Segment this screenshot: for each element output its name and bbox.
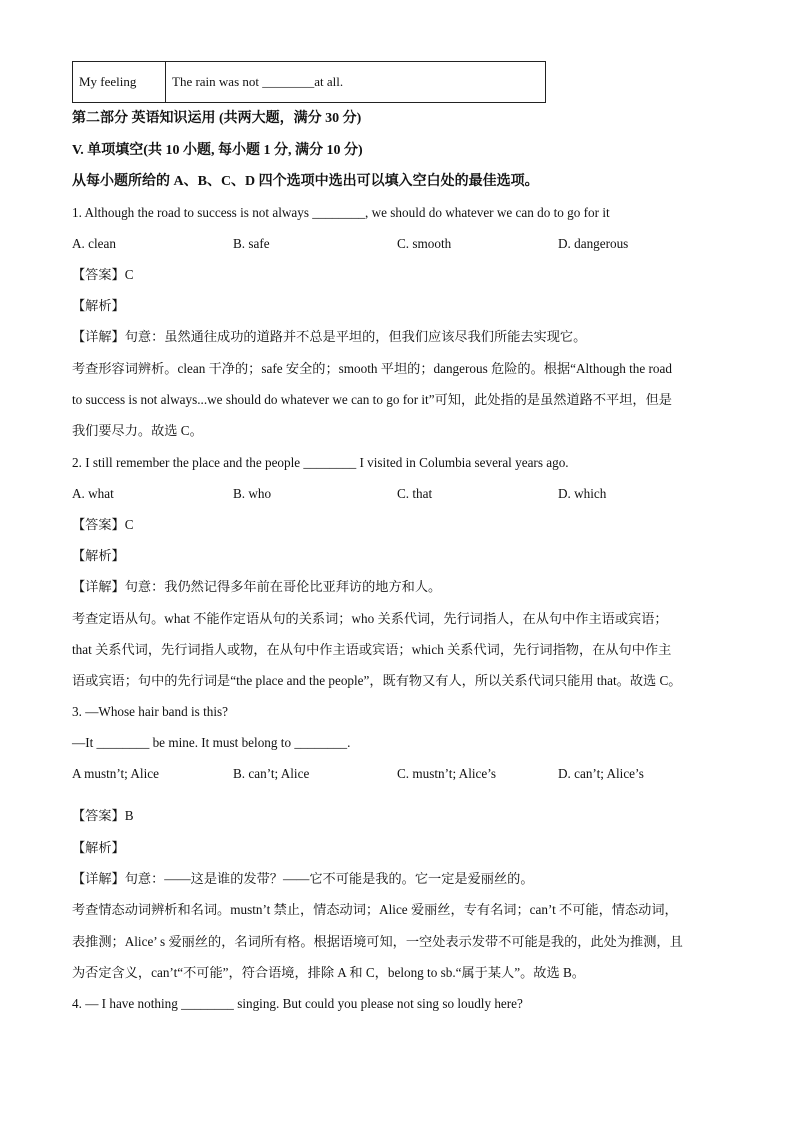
question-3-analysis-label: 【解析】: [72, 840, 125, 855]
question-1-option-b: B. safe: [233, 236, 270, 251]
question-1-option-d: D. dangerous: [558, 236, 629, 251]
question-2-stem: 2. I still remember the place and the people ________ I visited in Columbia several years ago.: [72, 455, 569, 470]
question-2-option-b: B. who: [233, 486, 272, 501]
table-row: [73, 62, 546, 103]
question-3-answer: 【答案】B: [72, 808, 134, 823]
table-content-cell: The rain was not ________at all.: [166, 62, 546, 103]
question-2-detail-line: 【详解】句意：我仍然记得多年前在哥伦比亚拜访的地方和人。: [72, 579, 442, 594]
question-1-detail-line: 我们要尽力。故选 C。: [72, 423, 203, 438]
question-1-detail-line: to success is not always...we should do whatever we can to go for it”可知，此处指的是虽然道路不平坦，但是: [72, 392, 672, 407]
question-1-detail-line: 【详解】句意：虽然通往成功的道路并不总是平坦的，但我们应该尽我们所能去实现它。: [72, 329, 587, 344]
question-2-option-a: A. what: [72, 486, 114, 501]
question-2-option-d: D. which: [558, 486, 607, 501]
question-2-analysis-label: 【解析】: [72, 548, 125, 563]
question-1-answer: 【答案】C: [72, 267, 134, 282]
question-2-detail-line: 考查定语从句。what 不能作定语从句的关系词；who 关系代词，先行词指人，在从句中作主语或宾语；: [72, 611, 668, 626]
section-instruction: 从每小题所给的 A、B、C、D 四个选项中选出可以填入空白处的最佳选项。: [72, 174, 539, 189]
question-3-detail-line: 表推测；Alice’ s 爱丽丝的，名词所有格。根据语境可知，一空处表示发带不可能是我的，此处为推测，且: [72, 934, 683, 949]
question-2-answer: 【答案】C: [72, 517, 134, 532]
question-3-option-a: A mustn’t; Alice: [72, 766, 159, 781]
question-1-analysis-label: 【解析】: [72, 298, 125, 313]
question-3-stem: —It ________ be mine. It must belong to ________.: [72, 735, 351, 750]
question-3-detail-line: 考查情态动词辨析和名词。mustn’t 禁止，情态动词；Alice 爱丽丝，专有名词；can’t 不可能，情态动词，: [72, 902, 678, 917]
question-3-option-b: B. can’t; Alice: [233, 766, 310, 781]
question-3-option-c: C. mustn’t; Alice’s: [397, 766, 497, 781]
question-2-option-c: C. that: [397, 486, 433, 501]
question-3-detail-line: 为否定含义，can’t“不可能”，符合语境，排除 A 和 C，belong to sb.“属于某人”。故选 B。: [72, 965, 585, 980]
question-2-detail-line: 语或宾语；句中的先行词是“the place and the people”，既有物又有人，所以关系代词只能用 that。故选 C。: [72, 673, 682, 688]
question-2-detail-line: that 关系代词，先行词指人或物，在从句中作主语或宾语；which 关系代词，先行词指物，在从句中作主: [72, 642, 672, 657]
question-1-option-a: A. clean: [72, 236, 116, 251]
table-label-cell: My feeling: [73, 62, 166, 103]
question-1-detail-line: 考查形容词辨析。clean 干净的；safe 安全的；smooth 平坦的；dangerous 危险的。根据“Although the road: [72, 361, 672, 376]
question-3-option-d: D. can’t; Alice’s: [558, 766, 644, 781]
feeling-table: [72, 61, 546, 103]
question-3-detail-line: 【详解】句意：——这是谁的发带？——它不可能是我的。它一定是爱丽丝的。: [72, 871, 534, 886]
question-1-option-c: C. smooth: [397, 236, 452, 251]
question-3-stem: 3. —Whose hair band is this?: [72, 704, 229, 719]
section-title: V. 单项填空(共 10 小题, 每小题 1 分, 满分 10 分): [72, 143, 363, 158]
question-4-stem: 4. — I have nothing ________ singing. But could you please not sing so loudly here?: [72, 996, 523, 1011]
part-heading: 第二部分 英语知识运用 (共两大题，满分 30 分): [72, 111, 362, 126]
question-1-stem: 1. Although the road to success is not always ________, we should do whatever we can do to go for it: [72, 205, 610, 220]
